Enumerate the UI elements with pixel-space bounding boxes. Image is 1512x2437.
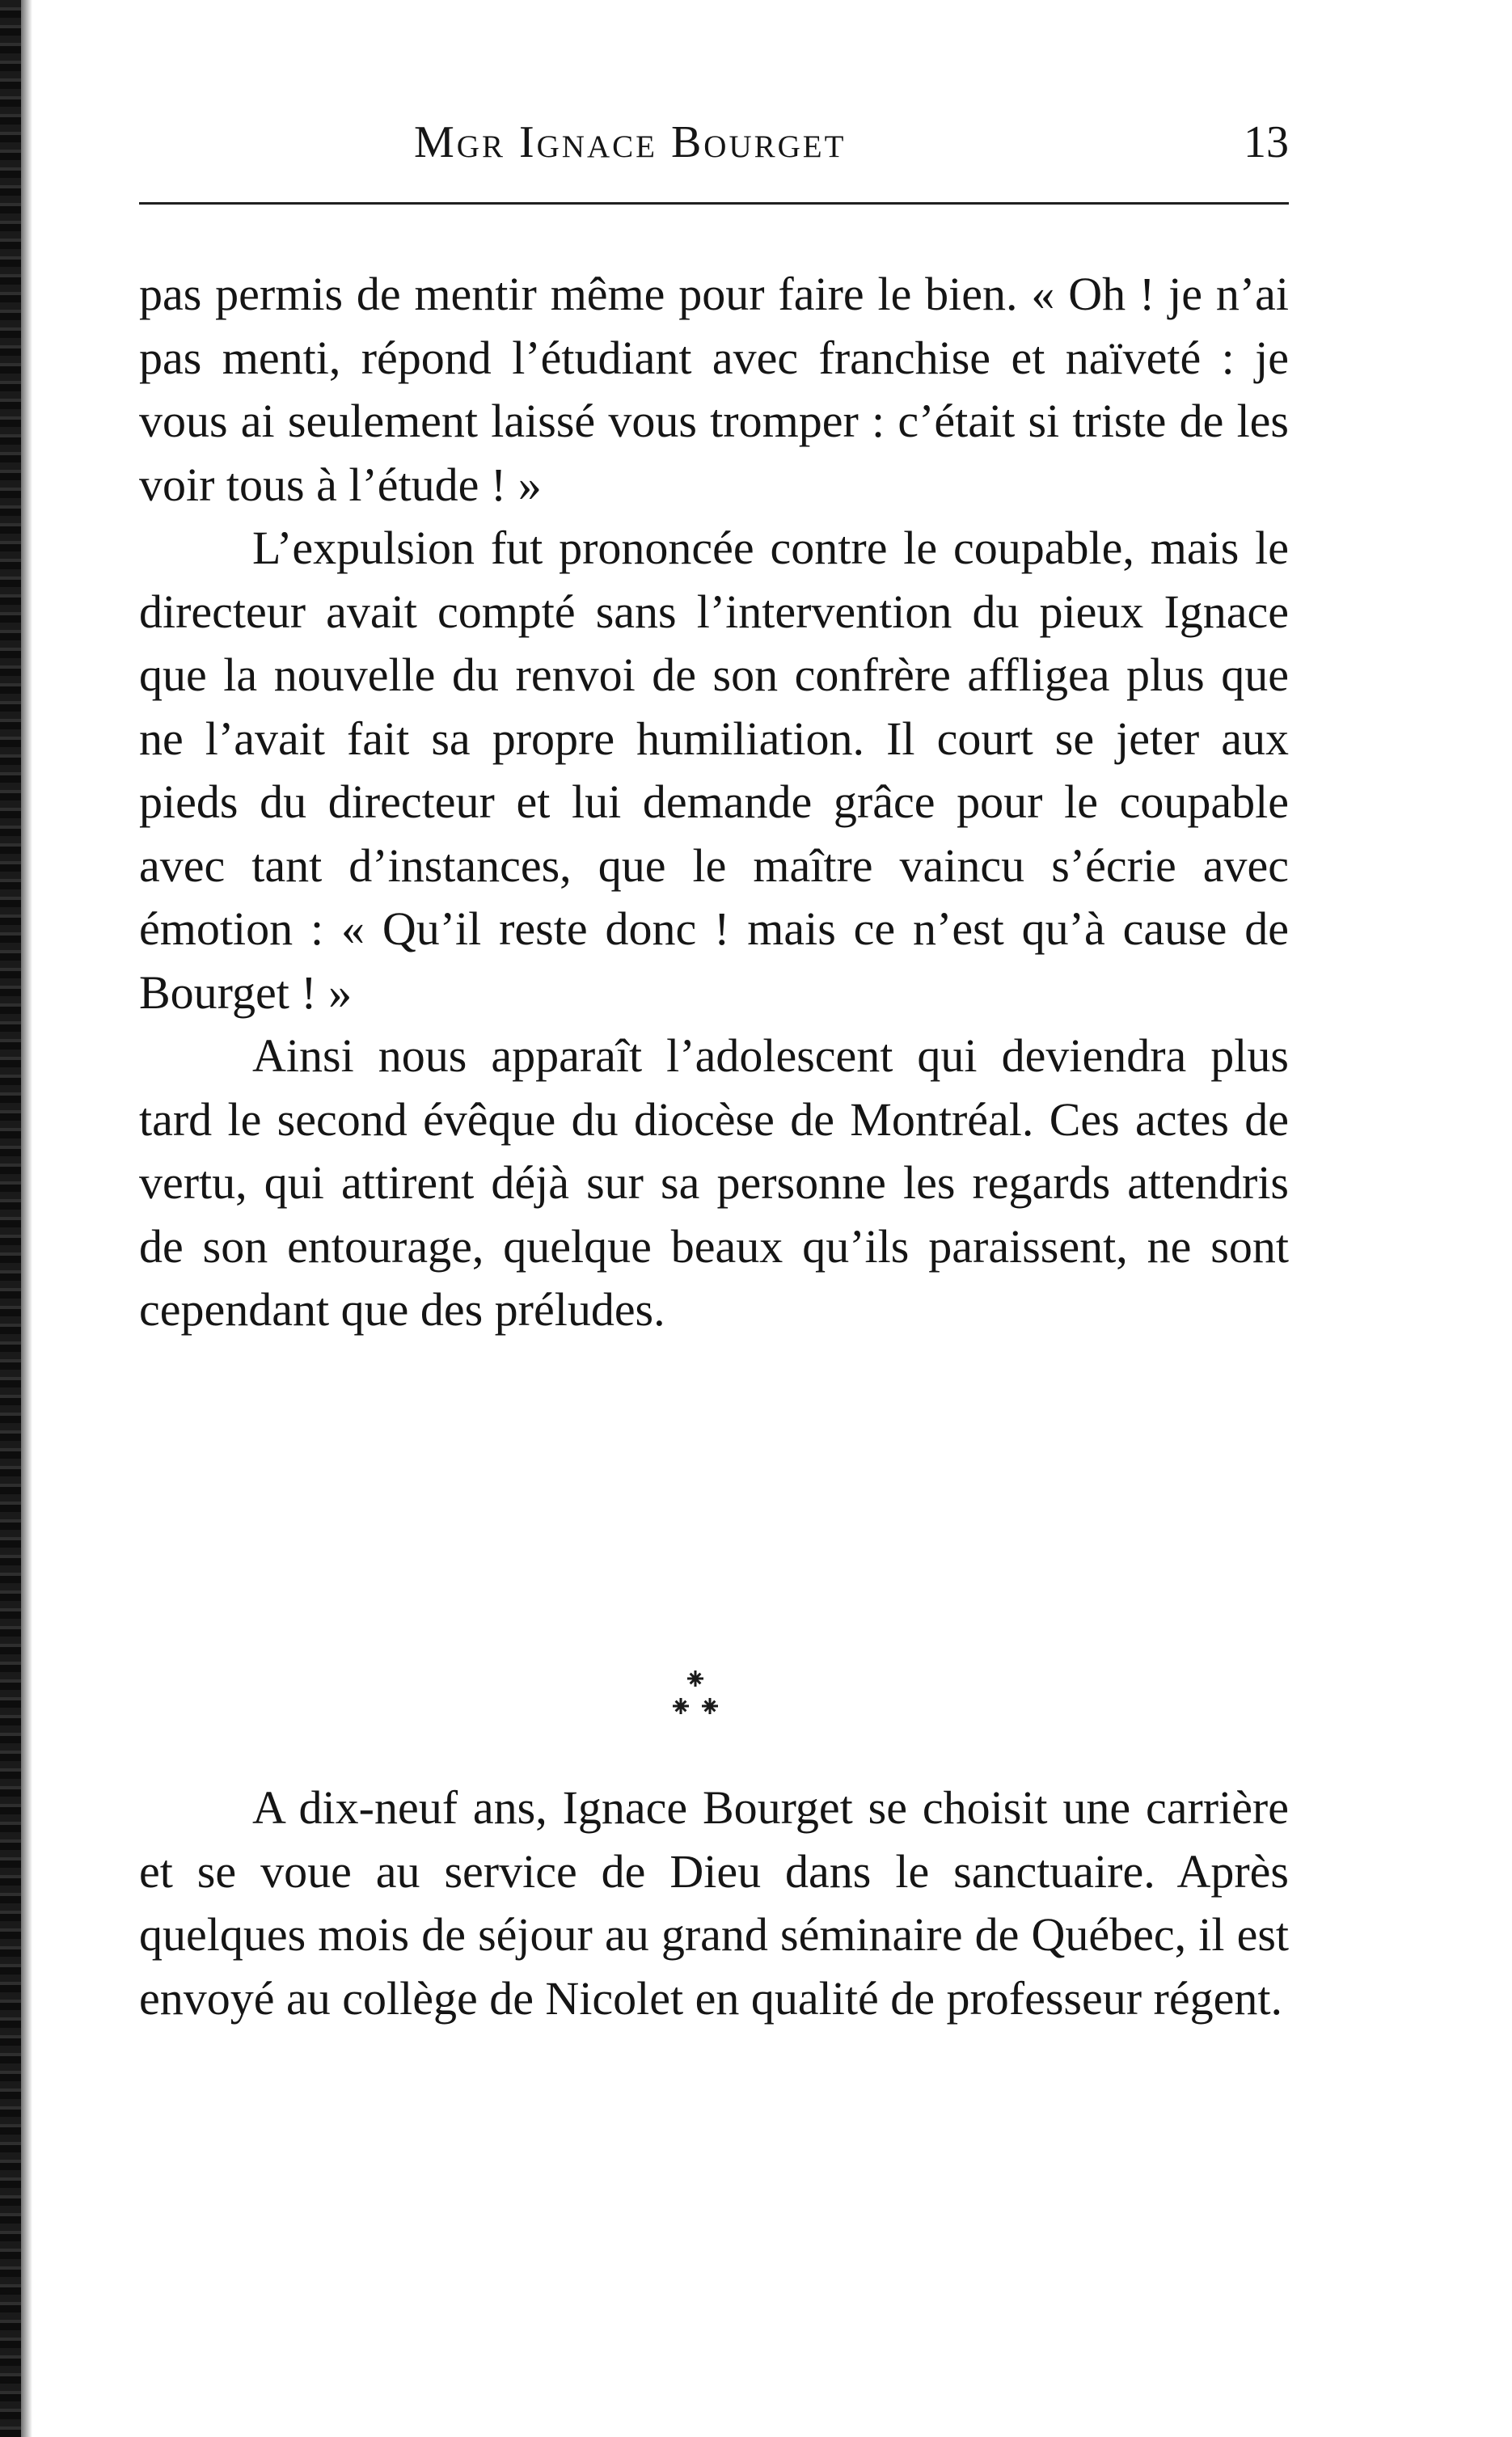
page-number: 13: [1244, 117, 1289, 167]
paragraph-expulsion: L’expulsion fut prononcée contre le coupable, mais le directeur avait compté sans l’intervention du pieux Ignace que la nouvelle du renvoi de son confrère affligea plus que ne l’avait fait sa propre humiliation. Il court se jeter aux pieds du directeur et lui demande grâce pour le coupable avec tant d’instances, que le maître vaincu s’écrie avec émotion : « Qu’il reste donc ! mais ce n’est qu’à cause de Bourget ! »: [139, 522, 1289, 1019]
body-text-before-break: [139, 263, 1289, 1342]
paragraph-adolescent: Ainsi nous apparaît l’adolescent qui deviendra plus tard le second évêque du diocèse de Montréal. Ces actes de vertu, qui attirent déjà sur sa personne les regards attendris de son entourage, quelque beaux qu’ils paraissent, ne sont cependant que des préludes.: [139, 1029, 1289, 1336]
body-text-after-break: [139, 1776, 1289, 2030]
running-header: [139, 113, 1289, 178]
paragraph-continuation: pas permis de mentir même pour faire le bien. « Oh ! je n’ai pas menti, répond l’étudiant avec franchise et naïveté : je vous ai seulement laissé vous tromper : c’était si triste de les voir tous à l’étude ! »: [139, 268, 1289, 511]
running-title: Mgr Ignace Bourget: [414, 117, 847, 167]
paragraph-vocation: A dix-neuf ans, Ignace Bourget se choisit une carrière et se voue au service de Dieu dans le sanctuaire. Après quelques mois de séjour au grand séminaire de Québec, il est envoyé au collège de Nicolet en qualité de professeur régent.: [139, 1781, 1289, 2025]
page-binding-edge: [0, 0, 21, 2437]
page-binding-shadow: [21, 0, 32, 2437]
header-rule: [139, 202, 1289, 205]
section-break-asterism-icon: [0, 1666, 1512, 1755]
